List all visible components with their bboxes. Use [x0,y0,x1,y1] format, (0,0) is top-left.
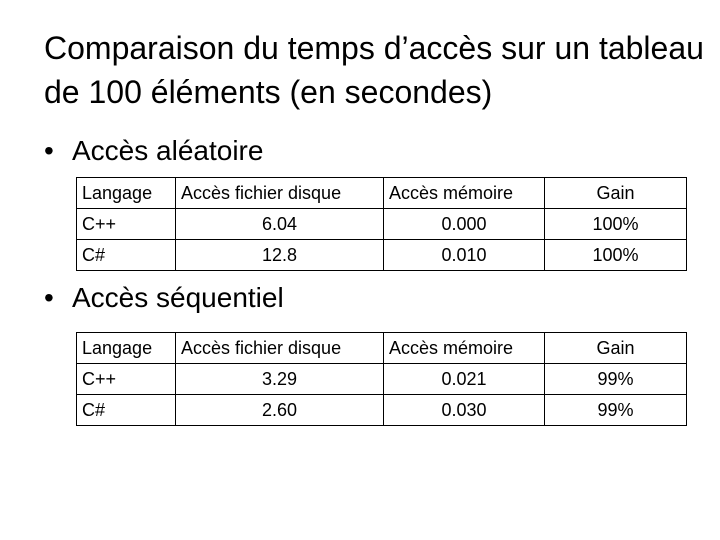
column-header: Accès mémoire [384,178,545,209]
table-row [77,395,687,426]
table-cell: 12.8 [176,240,384,271]
table-cell: C# [77,240,176,271]
table-cell: 100% [545,209,687,240]
table-cell: 3.29 [176,364,384,395]
table-row [77,364,687,395]
column-header: Langage [77,178,176,209]
table-cell: 99% [545,364,687,395]
table-cell: 0.021 [384,364,545,395]
section-heading-sequential-access [44,281,284,315]
random-access-table [76,177,687,271]
table-cell: C++ [77,364,176,395]
section-heading-label: Accès séquentiel [72,282,284,313]
table-cell: C++ [77,209,176,240]
column-header: Gain [545,333,687,364]
column-header: Accès mémoire [384,333,545,364]
column-header: Accès fichier disque [176,333,384,364]
sequential-access-table [76,332,687,426]
bullet-icon: • [44,282,54,313]
section-heading-label: Accès aléatoire [72,135,264,166]
table-cell: 0.000 [384,209,545,240]
table-cell: C# [77,395,176,426]
section-heading-random-access [44,134,263,168]
table-header-row [77,333,687,364]
table-header-row [77,178,687,209]
table-cell: 99% [545,395,687,426]
table-cell: 6.04 [176,209,384,240]
slide-title: Comparaison du temps d’accès sur un tableau de 100 éléments (en secondes) [44,30,704,110]
column-header: Gain [545,178,687,209]
column-header: Langage [77,333,176,364]
column-header: Accès fichier disque [176,178,384,209]
bullet-icon: • [44,135,54,166]
table-cell: 100% [545,240,687,271]
table-row [77,240,687,271]
table-cell: 0.010 [384,240,545,271]
table-cell: 2.60 [176,395,384,426]
table-row [77,209,687,240]
table-cell: 0.030 [384,395,545,426]
